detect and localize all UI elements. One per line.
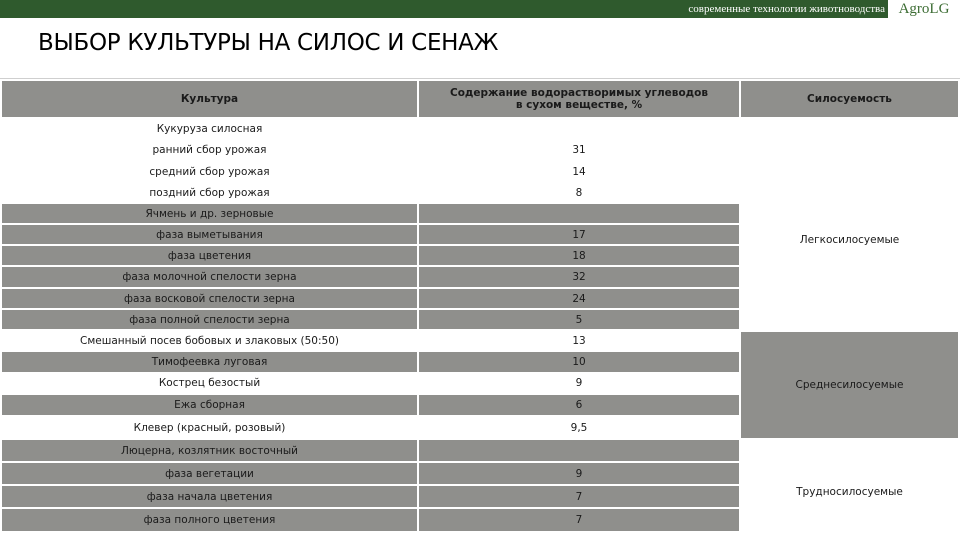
value-cell: 31 (419, 140, 739, 160)
value-cell: 9 (419, 373, 739, 393)
value-cell: 6 (419, 395, 739, 415)
culture-cell: Ячмень и др. зерновые (2, 204, 417, 223)
culture-cell: фаза полного цветения (2, 509, 417, 531)
value-cell: 10 (419, 352, 739, 372)
value-cell (419, 119, 739, 138)
ensilability-easy: Легкосилосуемые (741, 119, 958, 330)
culture-cell: Ежа сборная (2, 395, 417, 415)
top-banner (0, 0, 960, 18)
culture-cell: фаза восковой спелости зерна (2, 289, 417, 308)
culture-cell: фаза начала цветения (2, 486, 417, 507)
value-cell: 14 (419, 162, 739, 182)
header-culture: Культура (2, 81, 417, 117)
value-cell: 18 (419, 246, 739, 265)
ensilability-medium: Среднесилосуемые (741, 332, 958, 438)
culture-cell: фаза цветения (2, 246, 417, 265)
culture-cell: поздний сбор урожая (2, 183, 417, 203)
value-cell (419, 204, 739, 223)
value-cell: 5 (419, 310, 739, 329)
value-cell: 7 (419, 486, 739, 507)
value-cell: 9 (419, 463, 739, 484)
culture-cell: средний сбор урожая (2, 162, 417, 182)
value-cell: 24 (419, 289, 739, 308)
culture-cell: фаза выметывания (2, 225, 417, 244)
value-cell: 8 (419, 183, 739, 203)
culture-cell: Тимофеевка луговая (2, 352, 417, 372)
culture-cell: Кострец безостый (2, 373, 417, 393)
culture-cell: фаза вегетации (2, 463, 417, 484)
silage-culture-table (0, 81, 960, 540)
value-cell: 7 (419, 509, 739, 531)
value-cell: 9,5 (419, 417, 739, 438)
culture-cell: фаза полной спелости зерна (2, 310, 417, 329)
banner-tagline: современные технологии животноводства (688, 3, 885, 15)
slide-title: ВЫБОР КУЛЬТУРЫ НА СИЛОС И СЕНАЖ (38, 30, 499, 56)
value-cell: 32 (419, 267, 739, 287)
title-divider (0, 78, 960, 79)
culture-cell: Клевер (красный, розовый) (2, 417, 417, 438)
culture-cell: Кукуруза силосная (2, 119, 417, 138)
culture-cell: фаза молочной спелости зерна (2, 267, 417, 287)
header-carbohydrate-content: Содержание водорастворимых углеводов в сухом веществе, % (419, 81, 739, 117)
culture-cell: ранний сбор урожая (2, 140, 417, 160)
value-cell: 13 (419, 331, 739, 351)
culture-cell: Смешанный посев бобовых и злаковых (50:50) (2, 331, 417, 351)
culture-cell: Люцерна, козлятник восточный (2, 440, 417, 461)
value-cell (419, 440, 739, 461)
header-ensilability: Силосуемость (741, 81, 958, 117)
agrolg-logo: AgroLG (888, 0, 960, 18)
value-cell: 17 (419, 225, 739, 244)
ensilability-hard: Трудносилосуемые (741, 440, 958, 531)
